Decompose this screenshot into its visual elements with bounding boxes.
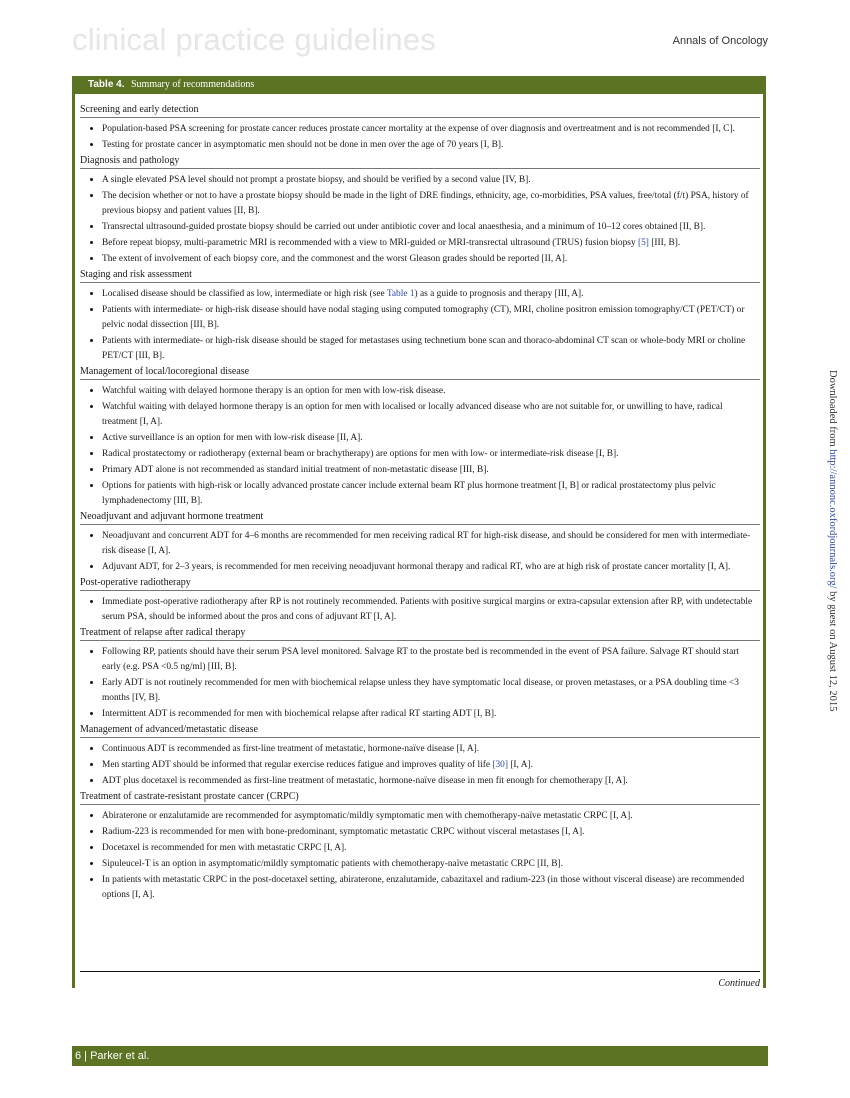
table-section	[80, 626, 760, 722]
recommendation-text: Patients with intermediate- or high-risk disease should be staged for metastases using technetium bone scan and thoraco-abdominal CT scan or whole-body MRI or choline PET/CT [III, B].	[102, 336, 746, 361]
recommendation-item	[102, 528, 760, 559]
recommendation-text: Following RP, patients should have their serum PSA level monitored. Salvage RT to the prostate bed is recommended in the event of PSA failure. Salvage RT should start early (e.g. PSA <0.5 ng/ml) [III, B].	[102, 647, 739, 672]
recommendation-item	[102, 741, 760, 757]
recommendation-text: A single elevated PSA level should not prompt a prostate biopsy, and should be verified by a second value [IV, B].	[102, 175, 531, 185]
recommendation-text: Radium-223 is recommended for men with bone-predominant, symptomatic metastatic CRPC without visceral metastases [I, A].	[102, 827, 585, 837]
recommendation-item	[102, 478, 760, 509]
recommendation-text: Watchful waiting with delayed hormone therapy is an option for men with localised or locally advanced disease who are not suitable for, or unwilling to have, radical treatment [I, A].	[102, 402, 723, 427]
recommendation-item	[102, 559, 760, 575]
continued-label: Continued	[718, 978, 760, 989]
recommendation-item	[102, 856, 760, 872]
table-section	[80, 268, 760, 364]
recommendation-item	[102, 333, 760, 364]
recommendation-item	[102, 219, 760, 235]
recommendation-item	[102, 872, 760, 903]
section-heading: Staging and risk assessment	[80, 268, 760, 283]
recommendation-text-tail: [III, B].	[648, 238, 681, 248]
download-note-suffix: by guest on August 12, 2015	[827, 588, 838, 712]
recommendation-text: Active surveillance is an option for men with low-risk disease [II, A].	[102, 433, 363, 443]
recommendation-item	[102, 675, 760, 706]
table-label: Table 4.	[88, 79, 125, 90]
recommendation-item	[102, 462, 760, 478]
recommendation-text: Early ADT is not routinely recommended for men with biochemical relapse unless they have symptomatic local disease, or proven metastases, or a PSA doubling time <3 months [IV, B].	[102, 678, 739, 703]
recommendation-item	[102, 757, 760, 773]
recommendation-item	[102, 121, 760, 137]
recommendation-list	[80, 741, 760, 789]
recommendation-list	[80, 808, 760, 903]
download-note-link[interactable]: http://annonc.oxfordjournals.org/	[827, 449, 838, 589]
recommendation-text: ADT plus docetaxel is recommended as first-line treatment of metastatic, hormone-naïve disease in men fit enough for chemotherapy [I, A].	[102, 776, 628, 786]
section-heading: Diagnosis and pathology	[80, 154, 760, 169]
recommendation-item	[102, 430, 760, 446]
recommendation-text: Testing for prostate cancer in asymptomatic men should not be done in men over the age of 70 years [I, B].	[102, 140, 504, 150]
section-heading: Management of advanced/metastatic disease	[80, 723, 760, 738]
recommendation-text: Adjuvant ADT, for 2–3 years, is recommended for men receiving neoadjuvant hormonal therapy and radical RT, who are at high risk of prostate cancer mortality [I, A].	[102, 562, 731, 572]
recommendation-list	[80, 594, 760, 625]
table-caption	[72, 76, 766, 94]
recommendation-text: Continuous ADT is recommended as first-line treatment of metastatic, hormone-naïve disease [I, A].	[102, 744, 480, 754]
recommendation-text: The extent of involvement of each biopsy core, and the commonest and the worst Gleason grades should be reported [II, A].	[102, 254, 568, 264]
journal-name: Annals of Oncology	[672, 35, 768, 47]
recommendation-item	[102, 235, 760, 251]
recommendation-text: Docetaxel is recommended for men with metastatic CRPC [I, A].	[102, 843, 347, 853]
recommendation-text: Options for patients with high-risk or locally advanced prostate cancer include external beam RT plus hormone treatment [I, B] or radical prostatectomy plus pelvic lymphadenectomy [III, B].	[102, 481, 716, 506]
recommendation-list	[80, 121, 760, 153]
table-section	[80, 510, 760, 575]
table-section	[80, 723, 760, 789]
recommendation-text-tail: [I, A].	[507, 760, 533, 770]
recommendation-text: Neoadjuvant and concurrent ADT for 4–6 months are recommended for men receiving radical RT for high-risk disease, and should be considered for men with intermediate-risk disease [I, A].	[102, 531, 751, 556]
recommendation-text: Population-based PSA screening for prostate cancer reduces prostate cancer mortality at the expense of over diagnosis and overtreatment and is not recommended [I, C].	[102, 124, 735, 134]
section-heading: Management of local/locoregional disease	[80, 365, 760, 380]
recommendation-text: Intermittent ADT is recommended for men with biochemical relapse after radical RT starting ADT [I, B].	[102, 709, 497, 719]
recommendation-text-tail: ) as a guide to prognosis and therapy [III, A].	[414, 289, 584, 299]
running-title: clinical practice guidelines	[72, 22, 437, 57]
recommendation-text: Watchful waiting with delayed hormone therapy is an option for men with low-risk disease.	[102, 386, 446, 396]
section-heading: Screening and early detection	[80, 103, 760, 118]
recommendation-item	[102, 840, 760, 856]
recommendation-text: Sipuleucel-T is an option in asymptomatic/mildly symptomatic patients with chemotherapy-naïve metastatic CRPC [II, B].	[102, 859, 563, 869]
recommendation-text: Patients with intermediate- or high-risk disease should have nodal staging using computed tomography (CT), MRI, choline positron emission tomography/CT (PET/CT) or pelvic nodal dissection [III, B].	[102, 305, 745, 330]
recommendation-item	[102, 399, 760, 430]
recommendation-item	[102, 251, 760, 267]
recommendation-item	[102, 188, 760, 219]
recommendation-text: Abiraterone or enzalutamide are recommended for asymptomatic/mildly symptomatic men with chemotherapy-naïve metastatic CRPC [I, A].	[102, 811, 633, 821]
recommendation-text: Before repeat biopsy, multi-parametric MRI is recommended with a view to MRI-guided or MRI-transrectal ultrasound (TRUS) fusion biopsy	[102, 238, 638, 248]
recommendation-item	[102, 446, 760, 462]
recommendation-item	[102, 302, 760, 333]
recommendation-text: Men starting ADT should be informed that regular exercise reduces fatigue and improves quality of life	[102, 760, 493, 770]
table-caption-text: Summary of recommendations	[131, 79, 255, 90]
recommendation-text: In patients with metastatic CRPC in the post-docetaxel setting, abiraterone, enzalutamide, cabazitaxel and radium-223 (in those without visceral disease) are recommended options [I, A].	[102, 875, 745, 900]
table-section	[80, 576, 760, 625]
download-note-prefix: Downloaded from	[827, 370, 838, 450]
recommendation-list	[80, 172, 760, 267]
recommendation-item	[102, 383, 760, 399]
recommendation-list	[80, 383, 760, 509]
recommendation-item	[102, 773, 760, 789]
section-heading: Post-operative radiotherapy	[80, 576, 760, 591]
recommendation-list	[80, 644, 760, 722]
reference-link[interactable]: [5]	[638, 238, 649, 248]
reference-link[interactable]: Table 1	[386, 289, 415, 299]
recommendation-item	[102, 172, 760, 188]
recommendation-list	[80, 286, 760, 364]
recommendation-text: The decision whether or not to have a prostate biopsy should be made in the light of DRE findings, ethnicity, age, co-morbidities, PSA values, free/total (f/t) PSA, history of previous biopsy and patient values [II, B].	[102, 191, 749, 216]
section-heading: Neoadjuvant and adjuvant hormone treatment	[80, 510, 760, 525]
recommendation-item	[102, 594, 760, 625]
section-heading: Treatment of relapse after radical therapy	[80, 626, 760, 641]
recommendation-text: Primary ADT alone is not recommended as standard initial treatment of non-metastatic disease [III, B].	[102, 465, 489, 475]
recommendation-item	[102, 824, 760, 840]
recommendation-item	[102, 137, 760, 153]
table-section	[80, 365, 760, 509]
download-note	[827, 370, 838, 711]
recommendation-item	[102, 808, 760, 824]
table-bottom-rule	[80, 971, 760, 972]
recommendation-text: Radical prostatectomy or radiotherapy (external beam or brachytherapy) are options for men with low- or intermediate-risk disease [I, B].	[102, 449, 619, 459]
recommendation-text: Immediate post-operative radiotherapy after RP is not routinely recommended. Patients with positive surgical margins or extra-capsular extension after RP, with undetectable serum PSA, should be informed about the pros and cons of adjuvant RT [I, A].	[102, 597, 753, 622]
footer-bar: 6 | Parker et al.	[72, 1046, 768, 1066]
recommendation-item	[102, 706, 760, 722]
recommendation-item	[102, 286, 760, 302]
recommendation-item	[102, 644, 760, 675]
recommendation-list	[80, 528, 760, 575]
recommendation-text: Localised disease should be classified as low, intermediate or high risk (see	[102, 289, 387, 299]
table-section	[80, 790, 760, 903]
recommendation-text: Transrectal ultrasound-guided prostate biopsy should be carried out under antibiotic cover and local anaesthesia, and a minimum of 10–12 cores obtained [II, B].	[102, 222, 706, 232]
reference-link[interactable]: [30]	[492, 760, 508, 770]
section-heading: Treatment of castrate-resistant prostate cancer (CRPC)	[80, 790, 760, 805]
table-section	[80, 103, 760, 153]
recommendations-list	[80, 103, 760, 904]
table-section	[80, 154, 760, 267]
